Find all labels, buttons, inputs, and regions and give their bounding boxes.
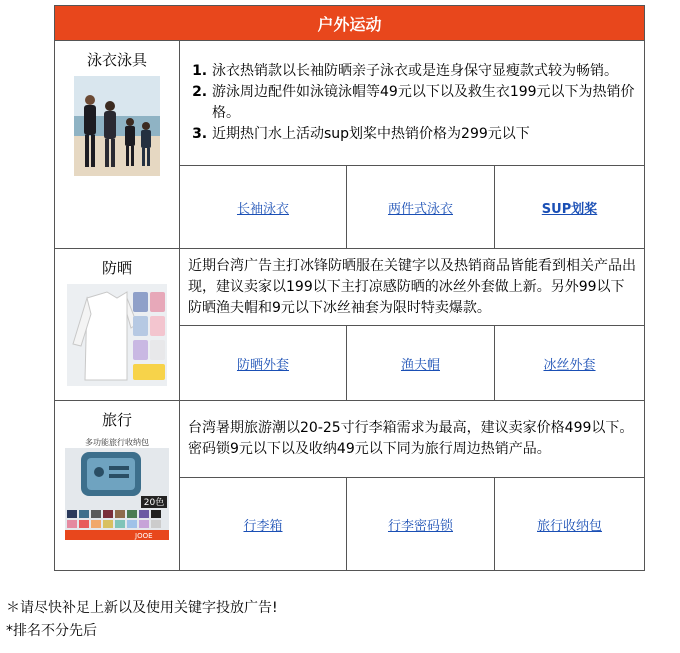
list-item: 1. 泳衣热销款以长袖防晒亲子泳衣或是连身保守显瘦款式较为畅销。 — [212, 61, 636, 82]
link-cell — [495, 478, 645, 571]
table-header — [55, 6, 645, 41]
link-cell — [180, 326, 347, 401]
category-cell-sun-protection — [55, 249, 180, 401]
category-cell-swimwear — [55, 41, 180, 249]
travel-organizer-photo — [65, 436, 169, 540]
swimwear-description — [180, 41, 645, 166]
table-title: 户外运动 — [317, 14, 382, 34]
image-caption: 多功能旅行收纳包 — [85, 438, 149, 447]
sun-protection-description — [180, 249, 645, 326]
category-cell-travel — [55, 401, 180, 571]
description-text: 台湾暑期旅游潮以20-25寸行李箱需求为最高，建议卖家价格499以下。密码锁9元以下以及收纳49元以下同为旅行周边热销产品。 — [188, 420, 634, 457]
list-item: 3. 近期热门水上活动sup划桨中热销价格为299元以下 — [212, 124, 636, 145]
list-item: 2. 游泳周边配件如泳镜泳帽等49元以下以及救生衣199元以下为热销价格。 — [212, 82, 636, 124]
footnotes — [6, 597, 278, 643]
footnote: ＊请尽快补足上新以及使用关键字投放广告! — [6, 600, 278, 616]
footnote: *排名不分先后 — [6, 623, 97, 639]
link-bucket-hat[interactable]: 渔夫帽 — [400, 357, 440, 373]
link-cell — [495, 166, 645, 249]
link-sup-paddle[interactable]: SUP划桨 — [541, 201, 598, 217]
swimwear-family-photo — [74, 76, 160, 176]
link-long-sleeve-swimsuit[interactable]: 长袖泳衣 — [236, 201, 289, 217]
link-cell — [347, 326, 495, 401]
link-travel-organizer[interactable]: 旅行收纳包 — [537, 518, 603, 534]
link-cell — [180, 166, 347, 249]
travel-description — [180, 401, 645, 478]
link-cell — [495, 326, 645, 401]
link-suitcase[interactable]: 行李箱 — [243, 518, 283, 534]
outdoor-sports-table — [54, 5, 645, 571]
link-sun-jacket[interactable]: 防晒外套 — [236, 357, 289, 373]
category-name: 防晒 — [101, 259, 132, 277]
description-text: 近期台湾广告主打冰锋防晒服在关键字以及热销商品皆能看到相关产品出现，建议卖家以199以下主打凉感防晒的冰丝外套做上新。另外99以下防晒渔夫帽和9元以下冰丝袖套为限时特卖爆款。 — [188, 257, 636, 316]
category-name: 泳衣泳具 — [86, 51, 147, 69]
link-cell — [347, 478, 495, 571]
swimwear-description-list — [188, 61, 636, 145]
link-cell — [347, 166, 495, 249]
color-count-badge: 20色 — [143, 498, 165, 508]
link-two-piece-swimsuit[interactable]: 两件式泳衣 — [387, 201, 453, 217]
brand-logo-text: JOOE — [135, 532, 153, 540]
link-cell — [180, 478, 347, 571]
sun-protection-jacket-photo — [67, 284, 167, 386]
category-name: 旅行 — [101, 411, 132, 429]
link-luggage-lock[interactable]: 行李密码锁 — [387, 518, 453, 534]
link-ice-silk-jacket[interactable]: 冰丝外套 — [543, 357, 596, 373]
